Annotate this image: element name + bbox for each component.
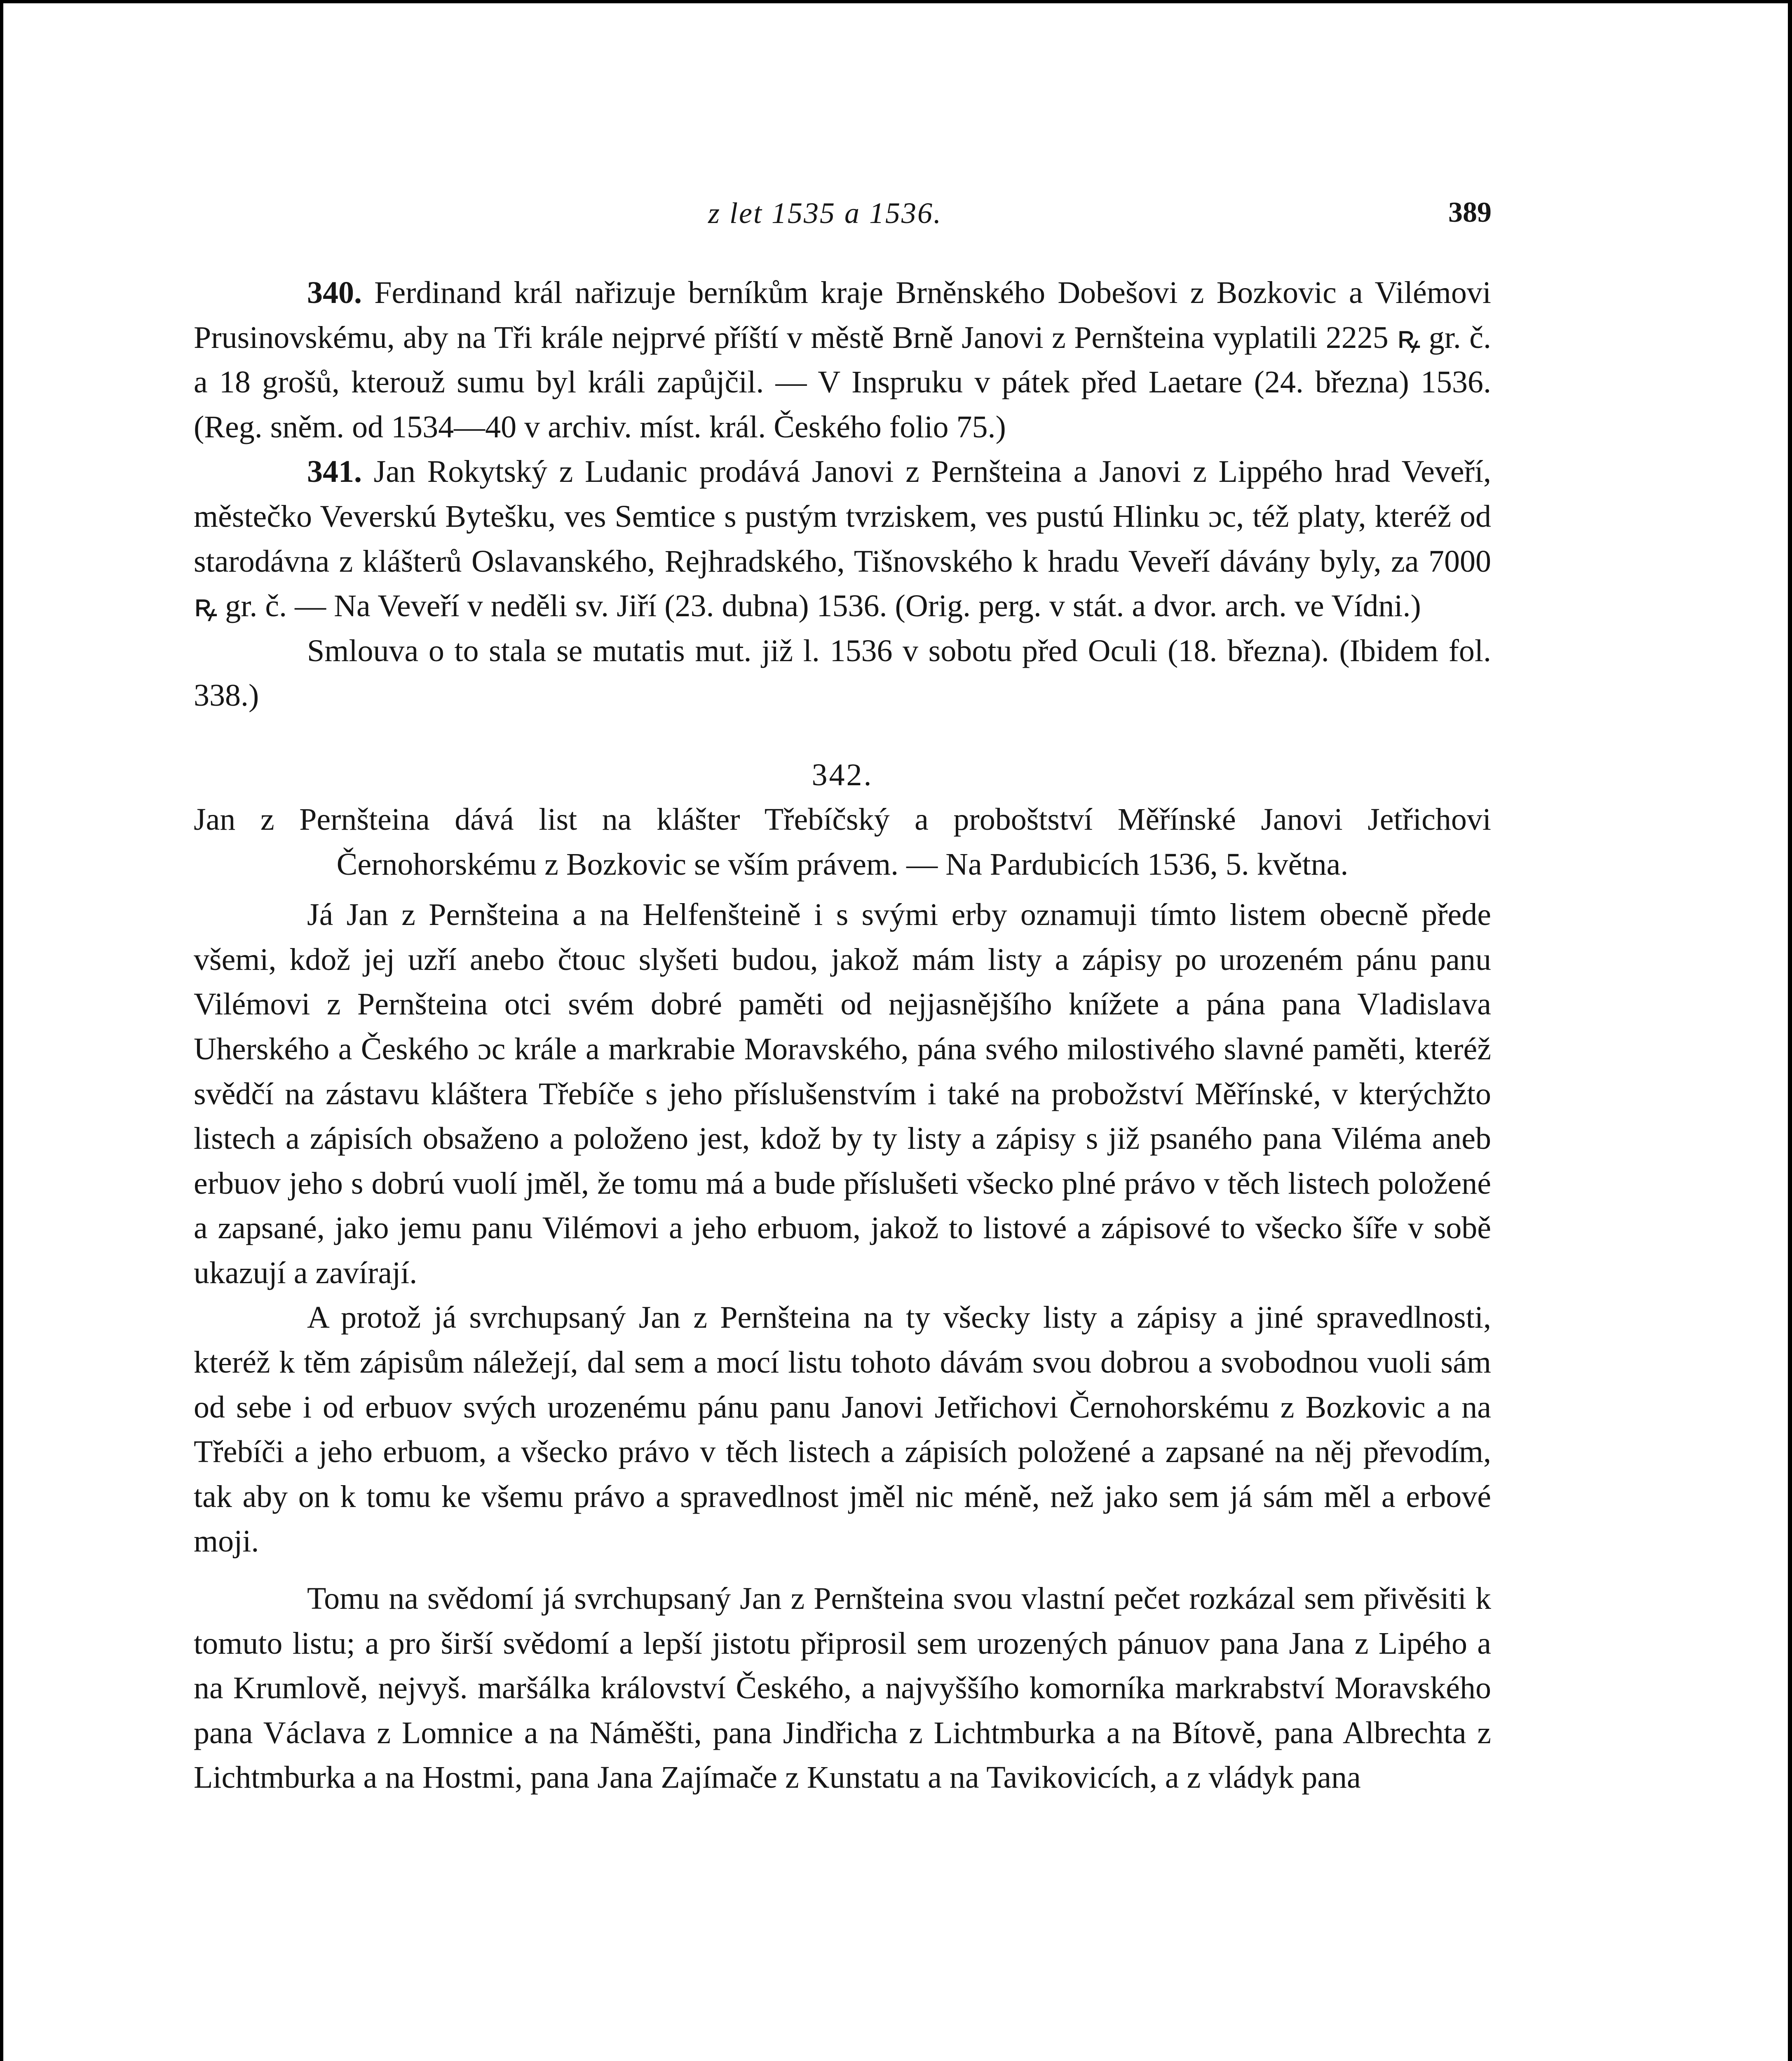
running-title: z let 1535 a 1536.: [708, 197, 942, 230]
spacer: [194, 718, 1491, 753]
page-body: [194, 270, 1491, 1800]
entry-number: 341.: [307, 454, 362, 489]
page-number: 389: [1448, 197, 1492, 228]
entry-341-note: Smlouva o to stala se mutatis mut. již l. 1536 v sobotu před Oculi (18. března). (Ibidem fol. 338.): [194, 633, 1491, 713]
document-regest: Jan z Pernšteina dává list na klášter Třebíčský a proboštství Měřínské Janovi Jetřichovi Černohorskému z Bozkovic se vším právem. — Na Pardubicích 1536, 5. května.: [194, 802, 1491, 882]
document-page: [3, 3, 1788, 2061]
entry-text: Jan Rokytský z Ludanic prodává Janovi z Pernšteina a Janovi z Lippého hrad Veveří, městečko Veverskú Bytešku, ves Semtice s pustým tvrziskem, ves pustú Hlinku ɔc, též platy, kteréž od starodávna z klášterů Oslavanského, Rejhradského, Tišnovského k hradu Veveří dávány byly, za 7000 ꝶ gr. č. — Na Veveří v neděli sv. Jiří (23. dubna) 1536. (Orig. perg. v stát. a dvor. arch. ve Vídni.): [194, 454, 1491, 624]
entry-text: Ferdinand král nařizuje berníkům kraje Brněnského Dobešovi z Bozkovic a Vilémovi Prusinovskému, aby na Tři krále nejprvé příští v městě Brně Janovi z Pernšteina vyplatili 2225 ꝶ gr. č. a 18 grošů, kterouž sumu byl králi zapůjčil. — V Inspruku v pátek před Laetare (24. března) 1536. (Reg. sněm. od 1534—40 v archiv. míst. král. Českého folio 75.): [194, 275, 1492, 444]
entry-number: 340.: [307, 275, 362, 310]
document-paragraph: Já Jan z Pernšteina a na Helfenšteině i s svými erby oznamuji tímto listem obecně přede všemi, kdož jej uzří anebo čtouc slyšeti budou, jakož mám listy a zápisy po urozeném pánu panu Vilémovi z Pernšteina otci svém dobré paměti od nejjasnějšího knížete a pána pana Vladislava Uherského a Českého ɔc krále a markrabie Moravského, pána svého milostivého slavné paměti, kteréž svědčí na zástavu kláštera Třebíče s jeho příslušenstvím i také na probožství Měřínské, v kterýchžto listech a zápisích obsaženo a položeno jest, kdož by ty listy a zápisy s již psaného pana Viléma aneb erbuov jeho s dobrú vuolí jměl, že tomu má a bude příslušeti všecko plné právo v těch listech položené a zapsané, jako jemu panu Vilémovi a jeho erbuom, jakož to listové a zápisové to všecko šíře v sobě ukazují a zavírají.: [194, 897, 1491, 1290]
entry-340: [194, 270, 1491, 449]
running-head: [3, 196, 1788, 233]
entry-341: [194, 449, 1491, 628]
document-number: 342.: [812, 757, 873, 792]
document-paragraph: A protož já svrchupsaný Jan z Pernšteina na ty všecky listy a zápisy a jiné spravedlnosti, kteréž k těm zápisům náležejí, dal sem a mocí listu tohoto dávám svou dobrou a svobodnou vuoli sám od sebe i od erbuov svých urozenému pánu panu Janovi Jetřichovi Černohorskému z Bozkovic a na Třebíči a jeho erbuom, a všecko právo v těch listech a zápisích položené a zapsané na něj převodím, tak aby on k tomu ke všemu právo a spravedlnost jměl nic méně, než jako sem já sám měl a erbové moji.: [194, 1300, 1491, 1559]
document-paragraph: Tomu na svědomí já svrchupsaný Jan z Pernšteina svou vlastní pečet rozkázal sem přivěsiti k tomuto listu; a pro širší svědomí a lepší jistotu připrosil sem urozených pánuov pana Jana z Lipého a na Krumlově, nejvyš. maršálka království Českého, a najvyššího komorníka markrabství Moravského pana Václava z Lomnice a na Náměšti, pana Jindřicha z Lichtmburka a na Bítově, pana Albrechta z Lichtmburka a na Hostmi, pana Jana Zajímače z Kunstatu a na Tavikovicích, a z vládyk pana: [194, 1581, 1491, 1795]
